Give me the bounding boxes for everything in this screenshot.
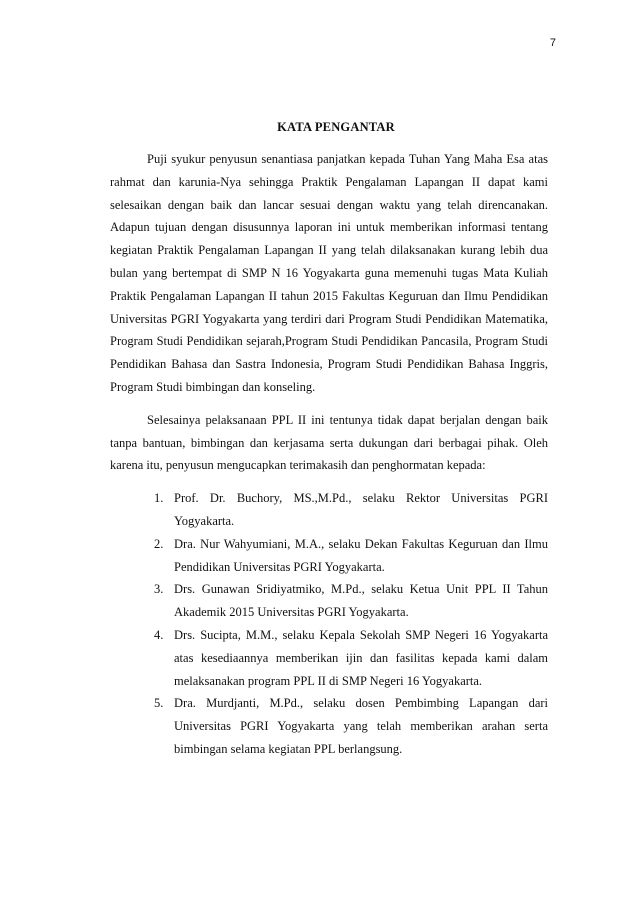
list-item-number: 4. <box>154 627 164 642</box>
list-item <box>110 578 548 624</box>
list-item-number: 3. <box>154 582 164 597</box>
gratitude-paragraph: Selesainya pelaksanaan PPL II ini tentunya tidak dapat berjalan dengan baik tanpa bantuan, bimbingan dan kerjasama serta dukungan dari berbagai pihak. Oleh karena itu, penyusun mengucapkan terimakasih dan penghormatan kepada: <box>110 412 548 473</box>
acknowledgement-list <box>110 487 548 761</box>
document-body <box>110 148 548 761</box>
page-title: KATA PENGANTAR <box>277 120 395 134</box>
list-item-text: Dra. Murdjanti, M.Pd., selaku dosen Pembimbing Lapangan dari Universitas PGRI Yogyakarta yang telah memberikan arahan serta bimbingan selama kegiatan PPL berlangsung. <box>174 696 548 756</box>
page-number: 7 <box>549 37 556 49</box>
list-item <box>110 487 548 533</box>
list-item-text: Dra. Nur Wahyumiani, M.A., selaku Dekan Fakultas Keguruan dan Ilmu Pendidikan Universitas PGRI Yogyakarta. <box>174 536 548 574</box>
list-item <box>110 624 548 692</box>
list-item-text: Drs. Gunawan Sridiyatmiko, M.Pd., selaku Ketua Unit PPL II Tahun Akademik 2015 Universitas PGRI Yogyakarta. <box>174 582 548 620</box>
list-item-number: 2. <box>154 536 164 551</box>
list-item <box>110 692 548 760</box>
list-item-text: Prof. Dr. Buchory, MS.,M.Pd., selaku Rektor Universitas PGRI Yogyakarta. <box>174 491 548 528</box>
list-item-text: Drs. Sucipta, M.M., selaku Kepala Sekolah SMP Negeri 16 Yogyakarta atas kesediaannya memberikan ijin dan fasilitas kepada kami dalam melaksanakan program PPL II di SMP Negeri 16 Yogyakarta. <box>174 627 548 688</box>
list-item-number: 5. <box>154 696 164 711</box>
intro-paragraph: Puji syukur penyusun senantiasa panjatkan kepada Tuhan Yang Maha Esa atas rahmat dan karunia-Nya sehingga Praktik Pengalaman Lapangan II dapat kami selesaikan dengan baik dan lancar sesuai dengan waktu yang telah direncanakan. Adapun tujuan dengan disusunnya laporan ini untuk memberikan informasi tentang kegiatan Praktik Pengalaman Lapangan II yang telah dilaksanakan kurang lebih dua bulan yang bertempat di SMP N 16 Yogyakarta guna memenuhi tugas Mata Kuliah Praktik Pengalaman Lapangan II tahun 2015 Fakultas Keguruan dan Ilmu Pendidikan Universitas PGRI Yogyakarta yang terdiri dari Program Studi Pendidikan Matematika, Program Studi Pendidikan sejarah,Program Studi Pendidikan Pancasila, Program Studi Pendidikan Bahasa dan Sastra Indonesia, Program Studi Pendidikan Bahasa Inggris, Program Studi bimbingan dan konseling. <box>110 152 548 394</box>
list-item <box>110 533 548 579</box>
list-item-number: 1. <box>154 491 164 506</box>
